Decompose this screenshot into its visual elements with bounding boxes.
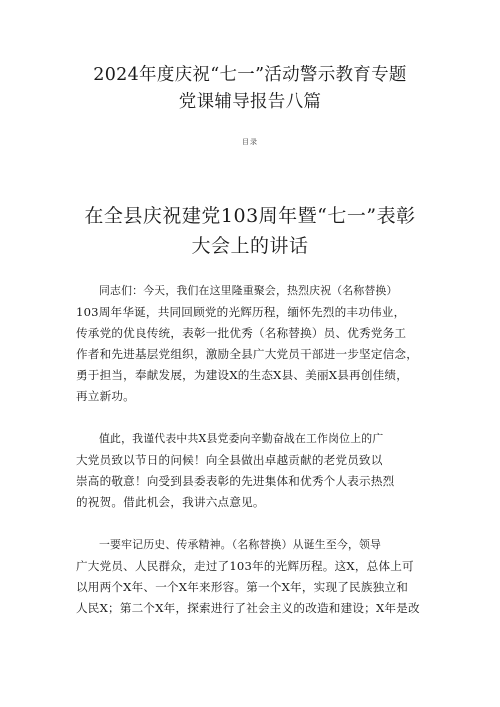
- paragraph-1-line-1: 同志们：今天，我们在这里隆重聚会，热烈庆祝（名称替换）: [99, 284, 398, 297]
- paragraph-2-line-1: 值此，我谨代表中共X县党委向辛勤奋战在工作岗位上的广: [99, 432, 384, 445]
- paragraph-1-line-4: 作者和先进基层党组织，激励全县广大党员干部进一步坚定信念，: [76, 347, 419, 361]
- speech-heading-line-2: 大会上的讲话: [191, 235, 309, 257]
- paragraph-3-line-2: 广大党员、人民群众，走过了103年的光辉历程。这X，总体上可: [76, 559, 414, 573]
- paragraph-1-line-5: 勇于担当，奉献发展，为建设X的生态X县、美丽X县再创佳绩，: [76, 368, 409, 382]
- paragraph-3-line-3: 以用两个X年、一个X年来形容。第一个X年，实现了民族独立和: [76, 580, 409, 594]
- paragraph-2-line-3: 崇高的敬意！向受到县委表彰的先进集体和优秀个人表示热烈: [76, 474, 395, 488]
- paragraph-3-line-4: 人民X；第二个X年，探索进行了社会主义的改造和建设；X年是改: [76, 601, 420, 615]
- paragraph-1-line-2: 103周年华诞，共同回顾党的光辉历程，缅怀先烈的丰功伟业，: [76, 305, 406, 319]
- document-title-line-1: 2024年度庆祝“七一”活动警示教育专题: [93, 65, 407, 85]
- paragraph-1-line-3: 传承党的优良传统，表彰一批优秀（名称替换）员、优秀党务工: [76, 326, 407, 340]
- toc-label: 目录: [242, 138, 258, 146]
- document-title-line-2: 党课辅导报告八篇: [178, 92, 322, 112]
- speech-heading-line-1: 在全县庆祝建党103周年暨“七一”表彰: [84, 205, 416, 227]
- paragraph-2-line-2: 大党员致以节日的问候！向全县做出卓越贡献的老党员致以: [76, 453, 383, 467]
- paragraph-2-line-4: 的祝贺。借此机会，我讲六点意见。: [76, 495, 265, 509]
- paragraph-1-line-6: 再立新功。: [76, 389, 135, 403]
- paragraph-3-line-1: 一要牢记历史、传承精神。（名称替换）从诞生至今，领导: [99, 538, 382, 551]
